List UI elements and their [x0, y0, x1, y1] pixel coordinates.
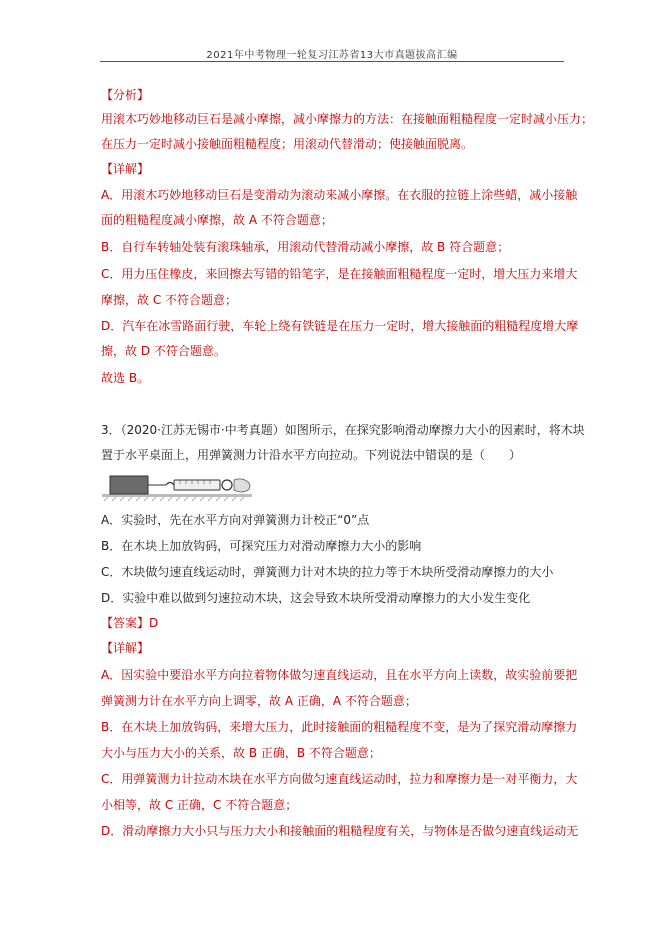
detail2-line-5: C．用弹簧测力计拉动木块在水平方向做匀速直线运动时，拉力和摩擦力是一对平衡力，大 [101, 772, 578, 786]
hand-icon [234, 479, 250, 492]
answer-tag: 【答案】D [101, 616, 159, 630]
detail2-line-2: 弹簧测力计在水平方向上调零，故 A 正确，A 不符合题意； [101, 694, 417, 708]
detail1-line-5: 摩擦，故 C 不符合题意； [101, 293, 238, 307]
option-d: D．实验中难以做到匀速拉动木块，这会导致木块所受滑动摩擦力的大小发生变化 [101, 591, 531, 605]
question3-stem-2: 置于水平桌面上，用弹簧测力计沿水平方向拉动。下列说法中错误的是（ ） [101, 448, 522, 462]
detail1-line-7: 擦，故 D 不符合题意。 [101, 344, 226, 358]
table-hatching [104, 497, 244, 501]
spring-scale-body [174, 480, 220, 490]
analysis-tag: 【分析】 [101, 88, 150, 102]
page-header: 2021年中考物理一轮复习江苏省13大市真题拔高汇编 [206, 50, 458, 61]
detail1-line-3: B．自行车转轴处装有滚珠轴承，用滚动代替滑动减小摩擦，故 B 符合题意； [101, 240, 510, 254]
detail2-line-6: 小相等，故 C 正确，C 不符合题意； [101, 798, 298, 812]
detail-tag-1: 【详解】 [101, 162, 150, 176]
option-c: C．木块做匀速直线运动时，弹簧测力计对木块的拉力等于木块所受滑动摩擦力的大小 [101, 565, 554, 579]
detail1-line-1: A．用滚木巧妙地移动巨石是变滑动为滚动来减小摩擦。在衣服的拉链上涂些蜡，减小接触 [101, 188, 578, 202]
detail2-line-4: 大小与压力大小的关系，故 B 正确，B 不符合题意； [101, 746, 381, 760]
detail-tag-2: 【详解】 [101, 641, 150, 655]
detail2-line-3: B．在木块上加放钩码，来增大压力，此时接触面的粗糙程度不变，是为了探究滑动摩擦力 [101, 720, 578, 734]
detail1-line-6: D．汽车在冰雪路面行驶，车轮上绕有铁链是在压力一定时，增大接触面的粗糙程度增大摩 [101, 319, 579, 333]
option-b: B．在木块上加放钩码，可探究压力对滑动摩擦力大小的影响 [101, 539, 422, 553]
analysis-line-1: 用滚木巧妙地移动巨石是减小摩擦，减小摩擦力的方法：在接触面粗糙程度一定时减小压力； [101, 112, 594, 126]
option-a: A．实验时，先在水平方向对弹簧测力计校正“0”点 [101, 513, 370, 527]
scale-ring [222, 480, 232, 490]
spring-scale-diagram [100, 474, 270, 502]
analysis-line-2: 在压力一定时减小接触面粗糙程度；用滚动代替滑动；使接触面脱离。 [101, 137, 474, 151]
scale-hook [166, 483, 174, 486]
question3-stem-1: 3．（2020·江苏无锡市·中考真题）如图所示，在探究影响滑动摩擦力大小的因素时，将木块 [101, 423, 585, 437]
wooden-block [110, 476, 148, 494]
detail2-line-7: D．滑动摩擦力大小只与压力大小和接触面的粗糙程度有关，与物体是否做匀速直线运动无 [101, 824, 579, 838]
detail2-line-1: A．因实验中要沿水平方向拉着物体做匀速直线运动，且在水平方向上读数，故实验前要把 [101, 668, 578, 682]
detail1-line-8: 故选 B。 [101, 371, 150, 385]
detail1-line-2: 面的粗糙程度减小摩擦，故 A 不符合题意； [101, 213, 333, 227]
detail1-line-4: C．用力压住橡皮，来回擦去写错的铅笔字，是在接触面粗糙程度一定时，增大压力来增大 [101, 267, 578, 281]
header-divider [100, 61, 564, 62]
